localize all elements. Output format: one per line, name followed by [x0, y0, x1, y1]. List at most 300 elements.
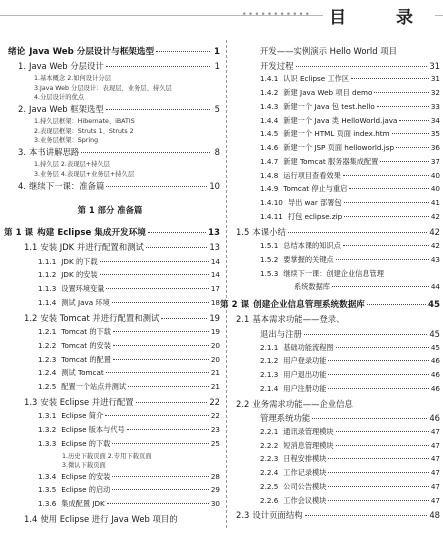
toc-page-number: 40	[430, 184, 440, 193]
leader-dots	[113, 331, 209, 332]
leader-dots	[106, 288, 208, 289]
leader-dots	[113, 359, 209, 360]
toc-entry-title: 1.持久层框架：Hibernate、iBATIS	[34, 118, 135, 125]
toc-page-number: 10	[209, 181, 220, 191]
toc-entry-number: 3.	[18, 147, 26, 157]
toc-page-number: 8	[214, 147, 220, 157]
toc-entry[interactable]	[34, 83, 172, 92]
toc-entry-title: 基础功能流程图	[283, 343, 334, 352]
toc-entry-number: 1.3.6	[38, 499, 57, 508]
toc-entry[interactable]	[260, 116, 440, 126]
toc-entry-title: 业务需求功能——企业信息	[252, 399, 353, 409]
toc-entry[interactable]	[260, 143, 440, 153]
toc-entry[interactable]	[34, 73, 111, 82]
toc-entry[interactable]	[260, 384, 440, 394]
leader-dots	[380, 161, 429, 162]
toc-entry-title: 总结本课的知识点	[283, 241, 341, 250]
toc-page-number: 19	[210, 327, 220, 336]
toc-entry[interactable]	[18, 60, 220, 72]
leader-dots	[148, 232, 206, 233]
toc-entry[interactable]	[38, 499, 220, 509]
toc-page-number: 1	[214, 61, 220, 71]
toc-page-number: 14	[210, 270, 220, 279]
toc-entry-title: 公司公告模块	[283, 482, 327, 491]
toc-entry[interactable]	[38, 472, 220, 482]
leader-dots	[336, 431, 429, 432]
leader-dots	[336, 259, 429, 260]
toc-entry-title: 3.业务层框架：Spring	[34, 137, 99, 144]
toc-entry-number: 1.4.8	[260, 171, 279, 180]
toc-entry[interactable]	[34, 159, 110, 168]
toc-entry-number: 1.3.3	[38, 439, 57, 448]
toc-entry-title: 集成配置 JDK	[61, 499, 105, 508]
leader-dots	[156, 51, 210, 52]
toc-entry-number: 1.4.10	[260, 198, 283, 207]
leader-dots	[328, 388, 428, 389]
toc-entry-title: 工作会议模块	[283, 496, 327, 505]
leader-dots	[136, 402, 208, 403]
leader-dots	[106, 109, 210, 110]
toc-entry-title: 构建 Eclipse 集成开发环境	[37, 228, 146, 238]
leader-dots	[328, 486, 428, 487]
toc-page-number: 22	[209, 397, 220, 407]
toc-entry-number: 1.2.5	[38, 382, 57, 391]
toc-entry-title: 日程安排模块	[283, 454, 327, 463]
toc-entry-title: 退出与注册	[260, 329, 302, 339]
toc-entry-number: 1.3.4	[38, 472, 57, 481]
toc-entry[interactable]	[38, 341, 220, 351]
toc-page-number: 34	[430, 116, 440, 125]
toc-entry-title: 1.基本概念 2.如何设计分层	[34, 75, 111, 82]
leader-dots	[304, 334, 427, 335]
toc-page-number: 17	[210, 284, 220, 293]
toc-page-number: 48	[429, 510, 440, 520]
toc-entry-title: JDK 的安装	[61, 270, 98, 279]
toc-entry[interactable]	[8, 45, 220, 57]
toc-entry-number: 1.4.2	[260, 88, 279, 97]
toc-entry[interactable]	[260, 255, 440, 265]
toc-page-number: 46	[429, 413, 440, 423]
toc-entry[interactable]	[260, 241, 440, 251]
toc-entry-title: Tomcat 停止与重启	[283, 184, 348, 193]
toc-entry-title: 要掌握的关键点	[283, 255, 334, 264]
toc-page-number: 14	[210, 257, 220, 266]
toc-entry[interactable]	[34, 92, 84, 101]
leader-dots	[100, 261, 209, 262]
toc-entry-title: 测试 Tomcat	[61, 368, 104, 377]
toc-page-number: 41	[430, 198, 440, 207]
toc-entry-number: 1.2.3	[38, 355, 57, 364]
toc-entry-title: 设计页面结构	[252, 510, 303, 520]
leader-dots	[105, 415, 209, 416]
toc-entry-number: 1.1	[24, 242, 38, 252]
toc-entry[interactable]	[38, 368, 220, 378]
toc-entry-number: 1.3.2	[38, 425, 57, 434]
toc-page-number: 35	[430, 129, 440, 138]
toc-entry[interactable]	[260, 343, 440, 353]
toc-entry[interactable]	[38, 327, 220, 337]
toc-entry-title: 继续下一课：创建企业信息管理	[283, 269, 384, 278]
toc-page-number: 20	[210, 341, 220, 350]
toc-entry[interactable]	[62, 451, 152, 460]
toc-page-number: 47	[430, 496, 440, 505]
toc-entry[interactable]	[18, 180, 220, 192]
leader-dots	[344, 216, 429, 217]
toc-entry[interactable]	[34, 116, 135, 125]
toc-entry-number: 1.4.3	[260, 102, 279, 111]
toc-entry[interactable]	[260, 427, 440, 437]
toc-entry-number: 2.1.1	[260, 343, 279, 352]
toc-page-number: 31	[429, 61, 440, 71]
toc-entry-number: 第 1 课	[4, 228, 34, 238]
leader-dots	[343, 175, 429, 176]
toc-entry-number: 1.2.4	[38, 368, 57, 377]
toc-page-number: 31	[430, 74, 440, 83]
leader-dots	[112, 476, 208, 477]
toc-page-number: 40	[430, 171, 440, 180]
toc-entry[interactable]	[24, 513, 220, 525]
toc-entry-title: 测试 Java 环境	[61, 298, 110, 307]
toc-entry[interactable]	[260, 356, 440, 366]
toc-entry-number: 2.2.4	[260, 468, 279, 477]
toc-entry[interactable]	[38, 355, 220, 365]
toc-entry[interactable]	[38, 298, 220, 308]
toc-entry-title: 使用 Eclipse 进行 Java Web 项目的	[40, 514, 178, 524]
leader-dots	[128, 386, 209, 387]
toc-entry-number: 1.5.1	[260, 241, 279, 250]
toc-page-number: 44	[430, 282, 440, 291]
toc-entry[interactable]	[260, 412, 440, 424]
toc-page-number: 30	[210, 499, 220, 508]
leader-dots	[112, 302, 209, 303]
leader-dots	[112, 489, 208, 490]
leader-dots	[81, 152, 210, 153]
toc-entry-number: 2.2.6	[260, 496, 279, 505]
leader-dots	[328, 374, 428, 375]
toc-entry-title: 3.Java Web 分层设计：表现层、业务层、持久层	[34, 85, 172, 92]
toc-page-number: 21	[210, 368, 220, 377]
toc-entry[interactable]	[260, 496, 440, 506]
toc-entry[interactable]	[260, 328, 440, 340]
toc-entry-title: 2.表现层框架：Struts 1、Struts 2	[34, 128, 134, 135]
toc-entry-number: 1.1.4	[38, 298, 57, 307]
toc-entry-title: 系统数据库	[294, 282, 330, 291]
toc-entry-number: 2.	[18, 104, 26, 114]
toc-entry-number: 1.4.11	[260, 212, 283, 221]
toc-entry-number: 1.2.2	[38, 341, 57, 350]
toc-entry[interactable]	[38, 425, 220, 435]
toc-entry-title: 安装 JDK 并进行配置和测试	[40, 242, 144, 252]
toc-entry-title: 运行项目查看效果	[283, 171, 341, 180]
toc-page-number: 33	[430, 102, 440, 111]
toc-entry-number: 第 2 课	[220, 300, 250, 310]
toc-entry-title: 安装 Eclipse 并进行配置	[40, 397, 134, 407]
toc-page-number: 47	[430, 468, 440, 477]
toc-entry-number: 1.1.2	[38, 270, 57, 279]
toc-entry-number: 2.2.3	[260, 454, 279, 463]
toc-entry[interactable]	[260, 454, 440, 464]
toc-entry-title: Tomcat 的安装	[61, 341, 111, 350]
toc-entry-number: 1.5.2	[260, 255, 279, 264]
toc-entry[interactable]	[38, 382, 220, 392]
toc-entry-title: 管理系统功能	[260, 413, 311, 423]
toc-entry-number: 1.3	[24, 397, 38, 407]
toc-entry-number: 1.4.1	[260, 74, 279, 83]
leader-dots	[328, 500, 428, 501]
toc-page-number: 45	[428, 300, 440, 310]
leader-dots	[312, 418, 427, 419]
toc-entry-title: 本书讲解思路	[29, 147, 80, 157]
toc-entry-title: Eclipse 的下载	[61, 439, 111, 448]
toc-entry[interactable]	[260, 184, 440, 194]
toc-page-number: 5	[214, 104, 220, 114]
leader-dots	[344, 202, 429, 203]
toc-entry[interactable]	[236, 509, 440, 521]
toc-entry-title: 安装 Tomcat 并进行配置和测试	[40, 313, 160, 323]
toc-page-number: 45	[430, 343, 440, 352]
leader-dots	[392, 133, 429, 134]
toc-entry-title: 3.业务层 4.表现层+业务层+持久层	[34, 171, 135, 178]
toc-entry[interactable]	[38, 485, 220, 495]
leader-dots	[351, 78, 429, 79]
toc-entry-number: 2.3	[236, 510, 250, 520]
toc-entry-title: 工作记录模块	[283, 468, 327, 477]
toc-entry-title: Tomcat 的下载	[61, 327, 111, 336]
toc-entry-number: 1.2.1	[38, 327, 57, 336]
leader-dots	[399, 120, 428, 121]
toc-entry[interactable]	[294, 282, 440, 292]
toc-entry-title: Tomcat 的配置	[61, 355, 111, 364]
toc-page-number: 23	[210, 425, 220, 434]
toc-entry[interactable]	[260, 129, 440, 139]
toc-entry[interactable]	[236, 226, 440, 238]
toc-entry-title: Eclipse 版本与代号	[61, 425, 125, 434]
toc-entry-title: 用户注册功能	[283, 384, 327, 393]
toc-entry-number: 2.2.5	[260, 482, 279, 491]
toc-entry-number: 2.1	[236, 314, 250, 324]
leader-dots	[106, 186, 207, 187]
leader-dots	[328, 472, 428, 473]
toc-entry-number: 1.4	[24, 514, 38, 524]
toc-page-number: 36	[430, 143, 440, 152]
toc-page-number: 20	[210, 355, 220, 364]
toc-entry[interactable]	[4, 226, 220, 238]
leader-dots	[112, 443, 208, 444]
toc-entry-title: 用户退出功能	[283, 370, 327, 379]
toc-page-number: 47	[430, 441, 440, 450]
toc-entry-title: Java Web 分层设计	[29, 61, 104, 71]
leader-dots	[127, 429, 209, 430]
toc-entry-title: 新建 Java Web 项目 demo	[283, 88, 373, 97]
toc-entry-title: 开发过程	[260, 61, 294, 71]
toc-entry[interactable]	[18, 103, 220, 115]
toc-entry[interactable]	[38, 284, 220, 294]
toc-entry-title: 3.微认下载页面	[62, 462, 106, 469]
toc-entry-title: Eclipse 的启动	[61, 485, 111, 494]
toc-page-number: 42	[429, 227, 440, 237]
leader-dots	[336, 347, 429, 348]
leader-dots	[328, 360, 428, 361]
toc-entry[interactable]	[260, 269, 440, 279]
leader-dots	[328, 458, 428, 459]
toc-entry-number: 1.1.1	[38, 257, 57, 266]
toc-entry[interactable]	[220, 298, 440, 310]
leader-dots	[288, 232, 428, 233]
toc-entry-title: 新建一个 Java 类 HelloWorld.java	[283, 116, 398, 125]
toc-entry-title: Eclipse 简介	[61, 411, 104, 420]
toc-entry[interactable]	[260, 45, 440, 57]
toc-entry[interactable]	[260, 468, 440, 478]
toc-entry[interactable]	[260, 171, 440, 181]
toc-entry-number: 2.1.2	[260, 356, 279, 365]
toc-entry[interactable]	[34, 169, 134, 178]
toc-entry-title: 4.分层设计的优点	[34, 94, 85, 101]
leader-dots	[113, 345, 209, 346]
toc-page-number: 21	[210, 382, 220, 391]
toc-entry-title: 认识 Eclipse 工作区	[283, 74, 350, 83]
toc-page-number: 25	[210, 439, 220, 448]
toc-entry-title: 1.历史下载页面 2.专用下载页面	[62, 453, 152, 460]
leader-dots	[107, 503, 209, 504]
toc-entry[interactable]	[34, 135, 98, 144]
toc-page-number: 29	[210, 485, 220, 494]
toc-page-number: 42	[430, 212, 440, 221]
toc-entry-number: 1.2	[24, 313, 38, 323]
leader-dots	[396, 147, 429, 148]
toc-page-number: 18	[210, 298, 220, 307]
toc-entry-number: 2.1.3	[260, 370, 279, 379]
toc-entry-title: 通讯录管理模块	[283, 427, 334, 436]
toc-page-number: 42	[430, 241, 440, 250]
toc-entry-number: 1.3.5	[38, 485, 57, 494]
toc-entry-title: 新建一个 HTML 页面 index.htm	[283, 129, 390, 138]
toc-entry-number: 1.1.3	[38, 284, 57, 293]
toc-entry[interactable]	[260, 157, 440, 167]
page-title: 目 录	[323, 3, 435, 28]
header-dots: •••••••••••	[241, 10, 311, 20]
toc-entry[interactable]	[260, 441, 440, 451]
leader-dots	[305, 515, 428, 516]
toc-entry[interactable]	[260, 482, 440, 492]
leader-dots	[106, 66, 210, 67]
toc-entry[interactable]	[34, 126, 134, 135]
toc-entry[interactable]	[38, 411, 220, 421]
toc-page-number: 46	[430, 356, 440, 365]
toc-entry[interactable]	[260, 212, 440, 222]
toc-entry-number: 1.4.7	[260, 157, 279, 166]
toc-entry-title: 继续下一课：准备篇	[29, 181, 105, 191]
toc-entry-number: 1.4.5	[260, 129, 279, 138]
column-divider	[226, 40, 227, 528]
toc-entry[interactable]	[260, 88, 440, 98]
toc-entry-title: 短消息管理模块	[283, 441, 334, 450]
toc-entry-title: Java Web 分层设计与框架选型	[29, 47, 155, 57]
toc-entry[interactable]	[24, 396, 220, 408]
leader-dots	[349, 188, 429, 189]
leader-dots	[367, 304, 426, 305]
toc-entry-title: 导出 war 部署包	[287, 198, 342, 207]
page-header	[0, 0, 443, 32]
toc-entry-number: 2.2	[236, 399, 250, 409]
toc-entry-title: 本课小结	[252, 227, 286, 237]
toc-page-number: 13	[209, 242, 220, 252]
toc-entry-title: JDK 的下载	[61, 257, 98, 266]
toc-page-number: 19	[209, 313, 220, 323]
toc-entry-number: 1.4.4	[260, 116, 279, 125]
toc-entry-number: 绪论	[8, 47, 26, 57]
toc-entry-number: 4.	[18, 181, 26, 191]
toc-entry[interactable]	[24, 241, 220, 253]
toc-entry-title: 创建企业信息管理系统数据库	[253, 300, 365, 310]
leader-dots	[296, 66, 428, 67]
toc-entry[interactable]	[24, 312, 220, 324]
toc-entry-title: 基本需求功能——登录、	[252, 314, 345, 324]
toc-entry[interactable]	[260, 370, 440, 380]
toc-entry-title: 设置环境变量	[61, 284, 105, 293]
leader-dots	[377, 106, 429, 107]
toc-entry[interactable]	[260, 198, 440, 208]
toc-page-number: 45	[429, 329, 440, 339]
toc-page-number: 32	[430, 88, 440, 97]
toc-page-number: 43	[430, 255, 440, 264]
toc-page-number: 47	[430, 427, 440, 436]
toc-entry[interactable]	[38, 270, 220, 280]
toc-entry-number: 1.5	[236, 227, 250, 237]
toc-entry[interactable]	[38, 257, 220, 267]
leader-dots	[100, 274, 209, 275]
toc-page-number: 47	[430, 482, 440, 491]
toc-page-number: 47	[430, 454, 440, 463]
toc-entry-title: 打包 eclipse.zip	[287, 212, 343, 221]
toc-entry-number: 1.4.6	[260, 143, 279, 152]
toc-entry[interactable]	[236, 313, 440, 325]
leader-dots	[343, 245, 429, 246]
toc-entry-title: 新建一个 JSP 页面 helloworld.jsp	[283, 143, 395, 152]
toc-entry-title: Eclipse 的安装	[61, 472, 111, 481]
toc-entry[interactable]	[0, 204, 220, 216]
toc-entry-number: 2.1.4	[260, 384, 279, 393]
toc-entry-title: 开发——实例演示 Hello World 项目	[260, 46, 397, 56]
toc-entry[interactable]	[236, 398, 440, 410]
toc-entry-title: 用户登录功能	[283, 356, 327, 365]
toc-entry[interactable]	[38, 439, 220, 449]
toc-page-number: 28	[210, 472, 220, 481]
toc-entry-title: 新建一个 Java 包 test.hello	[283, 102, 375, 111]
toc-entry[interactable]	[18, 146, 220, 158]
toc-entry[interactable]	[260, 74, 440, 84]
toc-entry[interactable]	[260, 60, 440, 72]
toc-entry-title: 1.持久层 2.表现层+持久层	[34, 161, 110, 168]
toc-page-number: 46	[430, 384, 440, 393]
leader-dots	[336, 445, 429, 446]
toc-page-number: 22	[210, 411, 220, 420]
leader-dots	[374, 92, 428, 93]
leader-dots	[332, 286, 429, 287]
toc-entry-title: 第 1 部分 准备篇	[77, 205, 143, 215]
toc-entry-number: 1.	[18, 61, 26, 71]
toc-entry[interactable]	[62, 460, 106, 469]
toc-page-number: 46	[430, 370, 440, 379]
toc-entry-number: 1.5.3	[260, 269, 279, 278]
leader-dots	[146, 247, 208, 248]
toc-entry-number: 1.3.1	[38, 411, 57, 420]
toc-entry-title: 配置一个站点并测试	[61, 382, 126, 391]
toc-page-number: 37	[430, 157, 440, 166]
toc-page-number: 1	[214, 47, 220, 57]
leader-dots	[161, 318, 207, 319]
toc-entry[interactable]	[260, 102, 440, 112]
toc-entry-number: 1.4.9	[260, 184, 279, 193]
